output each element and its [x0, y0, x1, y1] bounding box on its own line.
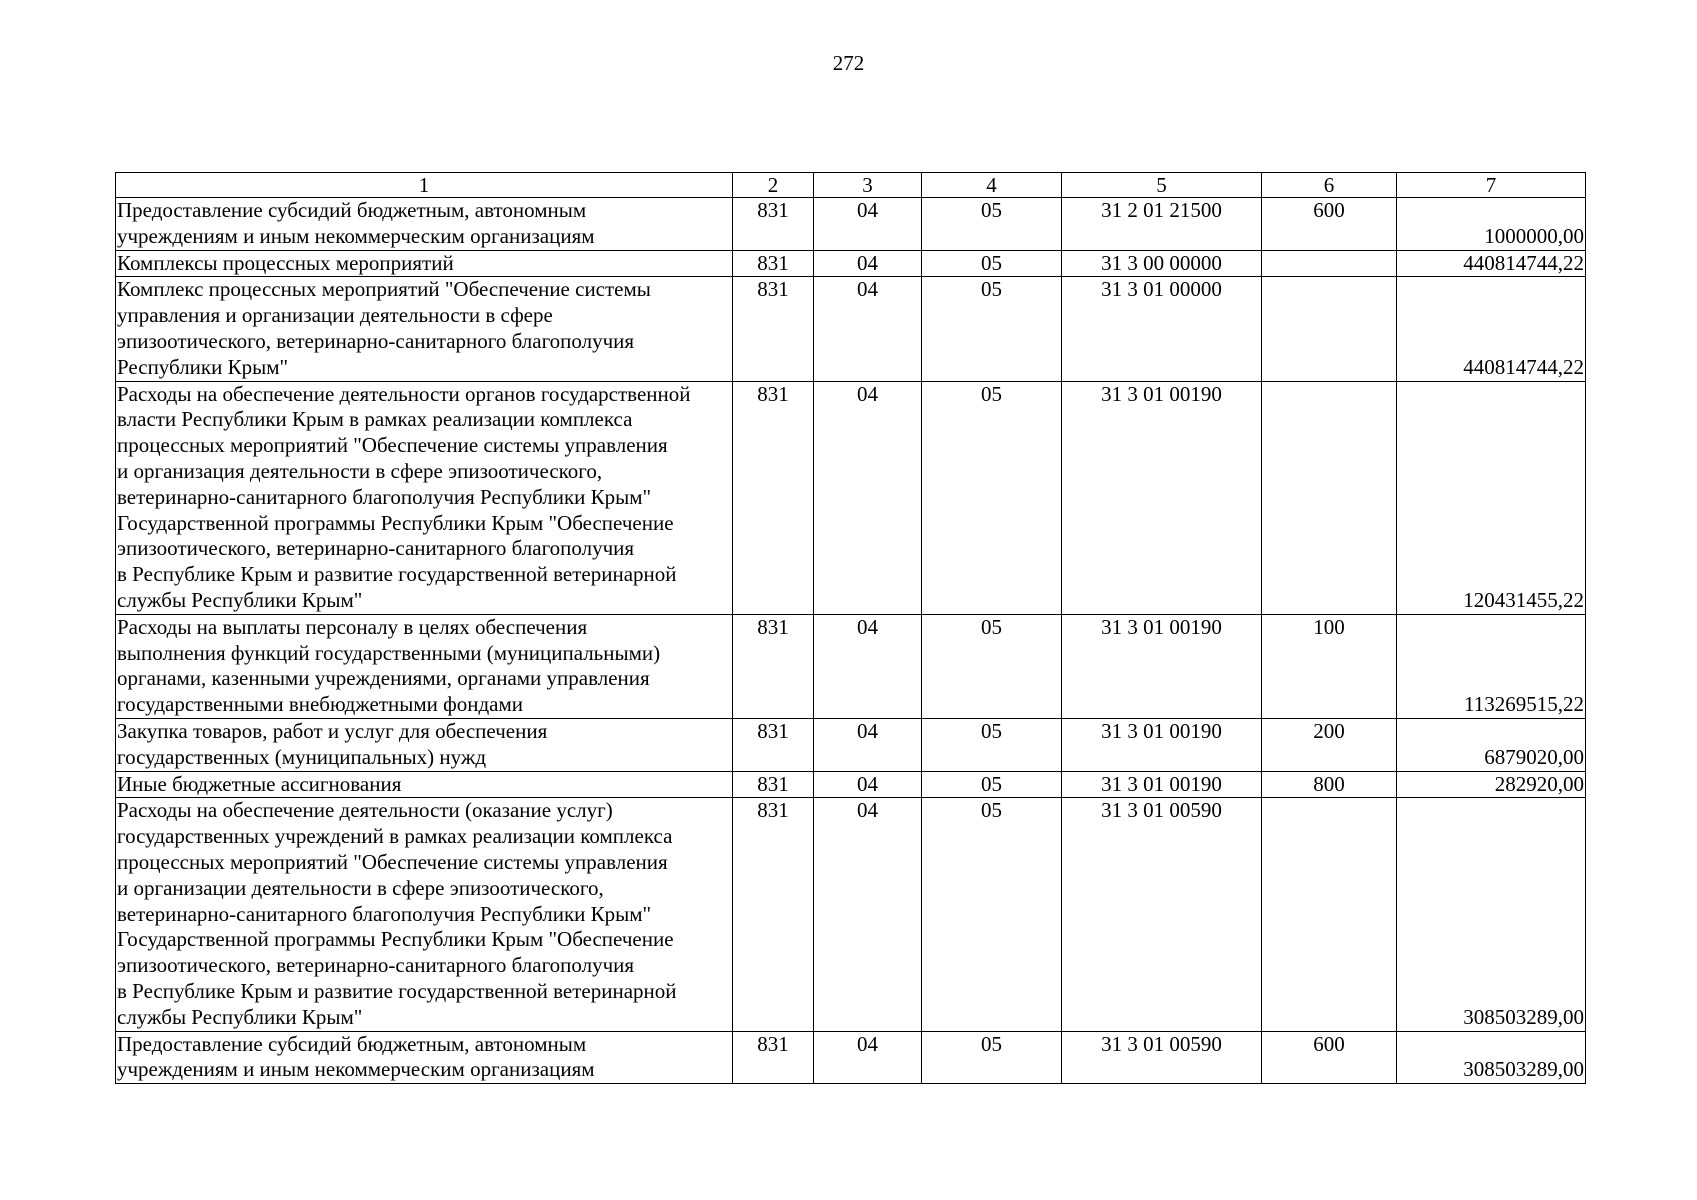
table-row [116, 614, 1586, 718]
subsection-code: 05 [922, 277, 1062, 381]
section-code: 04 [814, 718, 922, 771]
chapter-code: 831 [733, 277, 814, 381]
row-description: Комплексы процессных мероприятий [116, 250, 733, 277]
section-code: 04 [814, 771, 922, 798]
subsection-code: 05 [922, 1031, 1062, 1084]
amount: 113269515,22 [1397, 614, 1586, 718]
amount: 1000000,00 [1397, 198, 1586, 251]
column-header: 4 [922, 173, 1062, 198]
amount: 308503289,00 [1397, 1031, 1586, 1084]
column-number-header-row [116, 173, 1586, 198]
row-description: Комплекс процессных мероприятий "Обеспечение системы управления и организации деятельности в сфере эпизоотического, ветеринарно-санитарного благополучия Республики Крым" [116, 277, 733, 381]
expense-type-code [1262, 381, 1397, 614]
target-article-code: 31 3 01 00190 [1062, 614, 1262, 718]
amount: 6879020,00 [1397, 718, 1586, 771]
row-description: Предоставление субсидий бюджетным, автономным учреждениям и иным некоммерческим организациям [116, 198, 733, 251]
chapter-code: 831 [733, 798, 814, 1031]
budget-table [115, 172, 1586, 1084]
section-code: 04 [814, 381, 922, 614]
chapter-code: 831 [733, 198, 814, 251]
subsection-code: 05 [922, 198, 1062, 251]
table-row [116, 798, 1586, 1031]
target-article-code: 31 3 01 00190 [1062, 718, 1262, 771]
table-row [116, 198, 1586, 251]
row-description: Расходы на обеспечение деятельности (оказание услуг) государственных учреждений в рамках реализации комплекса процессных мероприятий "Обеспечение системы управления и организации деятельности в сфере эпизоотического, ветеринарно-санитарного благополучия Республики Крым" Государственной программы Республики Крым "Обеспечение эпизоотического, ветеринарно-санитарного благополучия в Республике Крым и развитие государственной ветеринарной службы Республики Крым" [116, 798, 733, 1031]
table-row [116, 771, 1586, 798]
row-description: Закупка товаров, работ и услуг для обеспечения государственных (муниципальных) нужд [116, 718, 733, 771]
chapter-code: 831 [733, 250, 814, 277]
column-header: 2 [733, 173, 814, 198]
table-row [116, 381, 1586, 614]
column-header: 7 [1397, 173, 1586, 198]
row-description: Иные бюджетные ассигнования [116, 771, 733, 798]
column-header: 1 [116, 173, 733, 198]
amount: 308503289,00 [1397, 798, 1586, 1031]
expense-type-code [1262, 277, 1397, 381]
expense-type-code: 600 [1262, 198, 1397, 251]
target-article-code: 31 3 01 00190 [1062, 381, 1262, 614]
table-row [116, 718, 1586, 771]
column-header: 6 [1262, 173, 1397, 198]
target-article-code: 31 3 01 00590 [1062, 1031, 1262, 1084]
subsection-code: 05 [922, 250, 1062, 277]
target-article-code: 31 3 01 00590 [1062, 798, 1262, 1031]
row-description: Расходы на обеспечение деятельности органов государственной власти Республики Крым в рамках реализации комплекса процессных мероприятий "Обеспечение системы управления и организация деятельности в сфере эпизоотического, ветеринарно-санитарного благополучия Республики Крым" Государственной программы Республики Крым "Обеспечение эпизоотического, ветеринарно-санитарного благополучия в Республике Крым и развитие государственной ветеринарной службы Республики Крым" [116, 381, 733, 614]
chapter-code: 831 [733, 614, 814, 718]
expense-type-code: 200 [1262, 718, 1397, 771]
amount: 120431455,22 [1397, 381, 1586, 614]
subsection-code: 05 [922, 718, 1062, 771]
subsection-code: 05 [922, 771, 1062, 798]
section-code: 04 [814, 198, 922, 251]
expense-type-code: 600 [1262, 1031, 1397, 1084]
chapter-code: 831 [733, 771, 814, 798]
page-number: 272 [832, 51, 865, 75]
table-row [116, 277, 1586, 381]
row-description: Расходы на выплаты персоналу в целях обеспечения выполнения функций государственными (муниципальными) органами, казенными учреждениями, органами управления государственными внебюджетными фондами [116, 614, 733, 718]
table-row [116, 250, 1586, 277]
column-header: 5 [1062, 173, 1262, 198]
target-article-code: 31 3 01 00190 [1062, 771, 1262, 798]
section-code: 04 [814, 798, 922, 1031]
expense-type-code: 100 [1262, 614, 1397, 718]
chapter-code: 831 [733, 1031, 814, 1084]
table-row [116, 1031, 1586, 1084]
chapter-code: 831 [733, 381, 814, 614]
amount: 282920,00 [1397, 771, 1586, 798]
section-code: 04 [814, 1031, 922, 1084]
amount: 440814744,22 [1397, 277, 1586, 381]
section-code: 04 [814, 250, 922, 277]
column-header: 3 [814, 173, 922, 198]
target-article-code: 31 2 01 21500 [1062, 198, 1262, 251]
subsection-code: 05 [922, 614, 1062, 718]
section-code: 04 [814, 614, 922, 718]
target-article-code: 31 3 00 00000 [1062, 250, 1262, 277]
subsection-code: 05 [922, 798, 1062, 1031]
expense-type-code: 800 [1262, 771, 1397, 798]
expense-type-code [1262, 798, 1397, 1031]
target-article-code: 31 3 01 00000 [1062, 277, 1262, 381]
section-code: 04 [814, 277, 922, 381]
amount: 440814744,22 [1397, 250, 1586, 277]
row-description: Предоставление субсидий бюджетным, автономным учреждениям и иным некоммерческим организациям [116, 1031, 733, 1084]
chapter-code: 831 [733, 718, 814, 771]
expense-type-code [1262, 250, 1397, 277]
subsection-code: 05 [922, 381, 1062, 614]
